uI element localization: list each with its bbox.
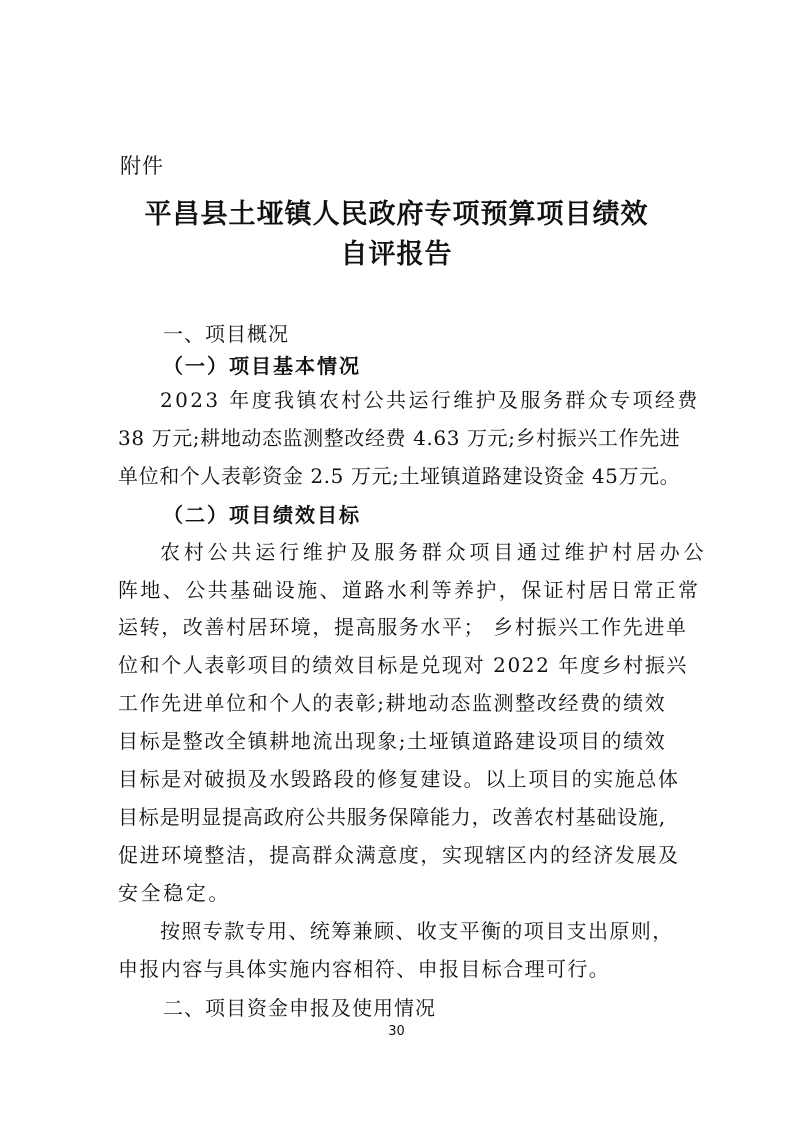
paragraph-line: 阵地、公共基础设施、道路水利等养护，保证村居日常正常 <box>118 578 701 602</box>
paragraph-line: 目标是明显提高政府公共服务保障能力，改善农村基础设施, <box>118 805 666 829</box>
paragraph-line: 安全稳定。 <box>118 881 231 905</box>
paragraph-line: 促进环境整洁，提高群众满意度，实现辖区内的经济发展及 <box>118 843 680 867</box>
paragraph-line: 运转，改善村居环境，提高服务水平； 乡村振兴工作先进单 <box>118 615 688 639</box>
document-title-line-1: 平昌县土垭镇人民政府专项预算项目绩效 <box>144 199 649 230</box>
paragraph-line: 位和个人表彰项目的绩效目标是兑现对 2022 年度乡村振兴 <box>118 653 689 677</box>
paragraph-line: 工作先进单位和个人的表彰;耕地动态监测整改经费的绩效 <box>118 691 667 715</box>
paragraph-line: 目标是整改全镇耕地流出现象;土垭镇道路建设项目的绩效 <box>118 729 667 753</box>
paragraph-line: 目标是对破损及水毁路段的修复建设。以上项目的实施总体 <box>118 767 680 791</box>
subsection-heading-performance-goals: （二）项目绩效目标 <box>163 503 361 527</box>
paragraph-line: 2023 年度我镇农村公共运行维护及服务群众专项经费 <box>160 388 700 412</box>
paragraph-line: 单位和个人表彰资金 2.5 万元;土垭镇道路建设资金 45万元。 <box>118 464 681 488</box>
paragraph-line: 38 万元;耕地动态监测整改经费 4.63 万元;乡村振兴工作先进 <box>118 426 681 450</box>
paragraph-line: 农村公共运行维护及服务群众项目通过维护村居办公 <box>160 540 708 564</box>
page-number: 30 <box>388 1024 405 1039</box>
subsection-heading-basic-info: （一）项目基本情况 <box>163 354 361 378</box>
document-title-line-2: 自评报告 <box>340 239 453 270</box>
paragraph-line: 按照专款专用、统筹兼顾、收支平衡的项目支出原则， <box>160 919 674 943</box>
attachment-label: 附件 <box>120 154 164 178</box>
paragraph-line: 申报内容与具体实施内容相符、申报目标合理可行。 <box>118 957 611 981</box>
section-heading-overview: 一、项目概况 <box>163 322 289 346</box>
section-heading-funding: 二、项目资金申报及使用情况 <box>163 996 436 1020</box>
